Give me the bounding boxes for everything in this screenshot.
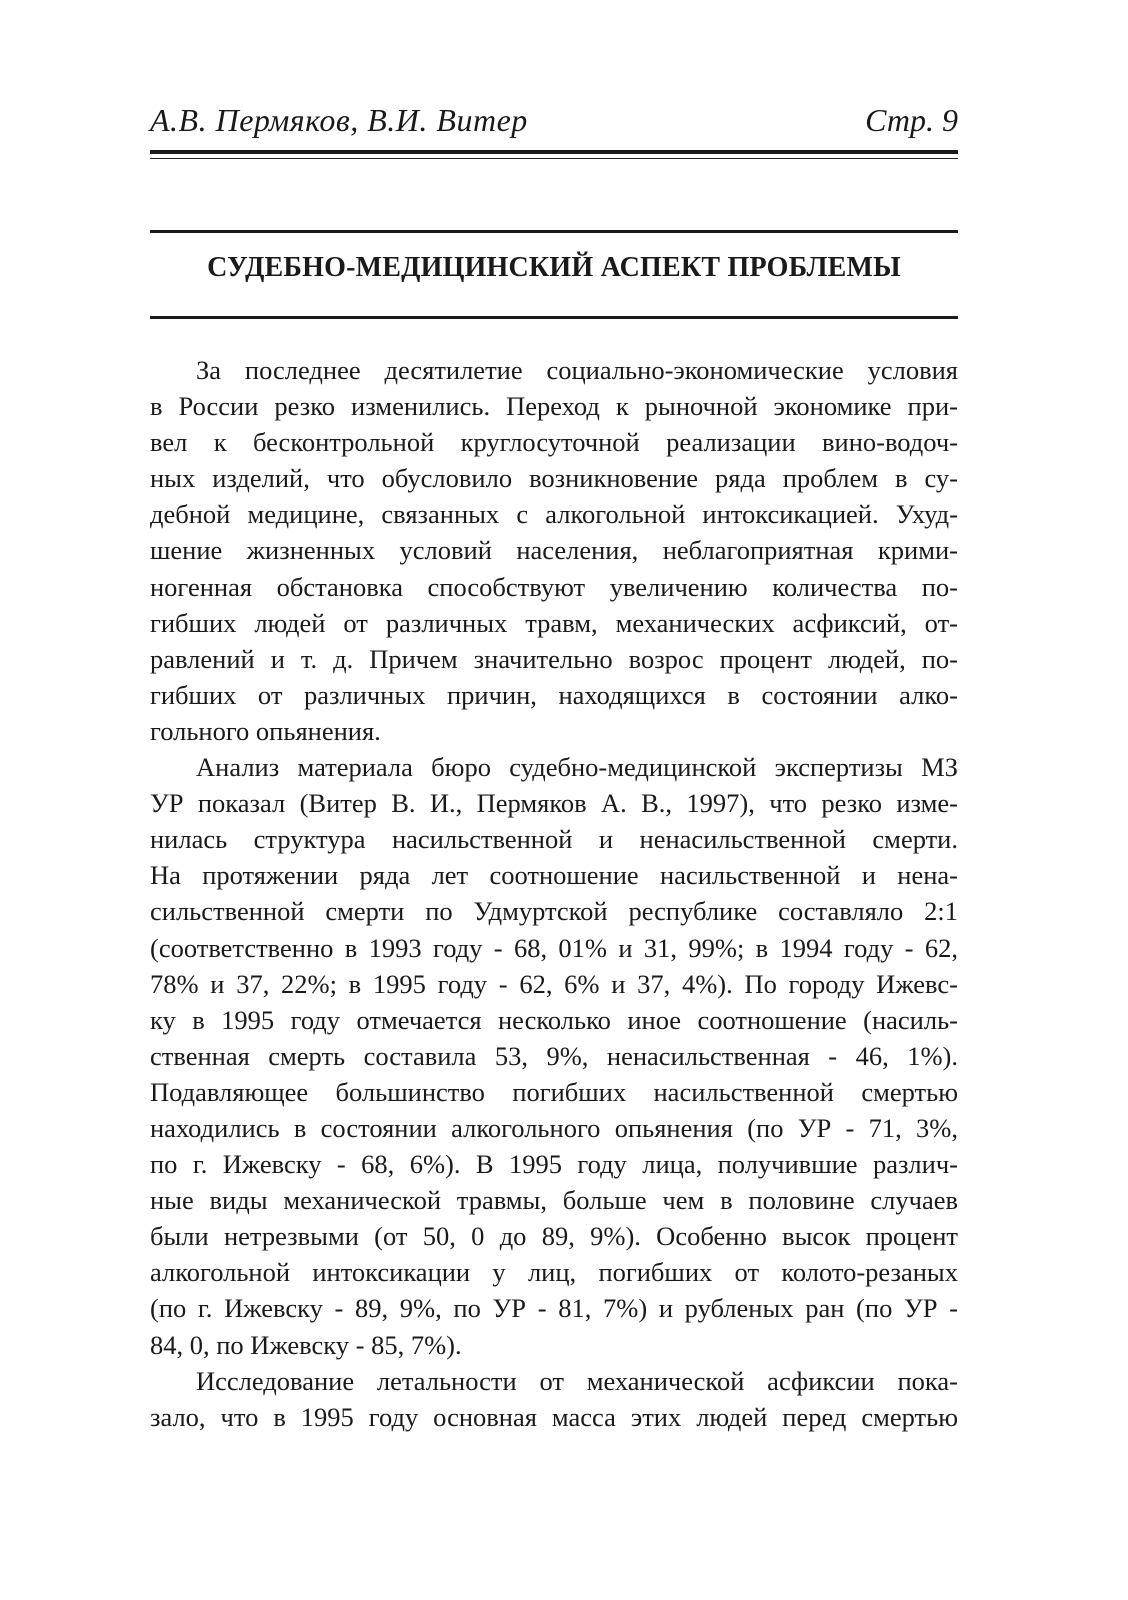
text-line: Исследование летальности от механической асфиксии пока- (196, 1365, 958, 1396)
text-line: На протяжении ряда лет соотношение насильственной и нена- (150, 860, 958, 891)
text-line: зало, что в 1995 году основная масса этих людей перед смертью (150, 1401, 958, 1432)
header-rule-thin (150, 158, 958, 159)
text-line: алкогольной интоксикации у лиц, погибших от колото-резаных (150, 1257, 958, 1288)
text-line: ку в 1995 году отмечается несколько иное соотношение (насиль- (150, 1004, 958, 1035)
text-line: гибших от различных причин, находящихся в состоянии алко- (150, 679, 958, 710)
section-title: СУДЕБНО-МЕДИЦИНСКИЙ АСПЕКТ ПРОБЛЕМЫ (207, 252, 901, 283)
text-line: были нетрезвыми (от 50, 0 до 89, 9%). Особенно высок процент (150, 1221, 958, 1252)
text-line: равлений и т. д. Причем значительно возрос процент людей, по- (150, 643, 958, 674)
text-line: (по г. Ижевску - 89, 9%, по УР - 81, 7%) и рубленых ран (по УР - (150, 1293, 958, 1324)
text-line: Анализ материала бюро судебно-медицинской экспертизы МЗ (196, 752, 958, 783)
header-rule-thick (150, 150, 958, 154)
text-line: ногенная обстановка способствуют увеличению количества по- (150, 571, 958, 602)
text-line: шение жизненных условий населения, неблагоприятная крими- (150, 535, 958, 566)
text-line: в России резко изменились. Переход к рыночной экономике при- (150, 391, 958, 422)
text-line: За последнее десятилетие социально-экономические условия (196, 355, 958, 385)
text-line: ственная смерть составила 53, 9%, ненасильственная - 46, 1%). (150, 1040, 958, 1071)
text-line: ные виды механической травмы, больше чем в половине случаев (150, 1185, 958, 1216)
text-line: 78% и 37, 22%; в 1995 году - 62, 6% и 37, 4%). По городу Ижевс- (150, 968, 958, 999)
text-line: по г. Ижевску - 68, 6%). В 1995 году лица, получившие различ- (150, 1149, 958, 1180)
text-line: Подавляющее большинство погибших насильственной смертью (150, 1076, 958, 1107)
title-rule-bottom (150, 316, 958, 319)
text-line: гольного опьянения. (150, 715, 381, 746)
text-line: гибших людей от различных травм, механических асфиксий, от- (150, 607, 958, 638)
text-line: вел к бесконтрольной круглосуточной реализации вино-водоч- (150, 427, 958, 458)
header-page-number: Стр. 9 (865, 102, 958, 138)
text-line: 84, 0, по Ижевску - 85, 7%). (150, 1329, 462, 1360)
text-line: ных изделий, что обусловило возникновение ряда проблем в су- (150, 463, 958, 494)
text-line: нилась структура насильственной и ненасильственной смерти. (150, 824, 958, 855)
title-rule-top (150, 230, 958, 233)
text-line: дебной медицине, связанных с алкогольной интоксикацией. Ухуд- (150, 499, 958, 530)
text-line: (соответственно в 1993 году - 68, 01% и 31, 99%; в 1994 году - 62, (150, 932, 958, 963)
text-line: УР показал (Витер В. И., Пермяков А. В., 1997), что резко изме- (150, 788, 958, 819)
body-text (150, 352, 958, 1435)
text-line: находились в состоянии алкогольного опьянения (по УР - 71, 3%, (150, 1112, 958, 1143)
header-authors: А.В. Пермяков, В.И. Витер (150, 102, 528, 138)
text-line: сильственной смерти по Удмуртской республике составляло 2:1 (150, 896, 958, 927)
running-header (150, 102, 958, 146)
